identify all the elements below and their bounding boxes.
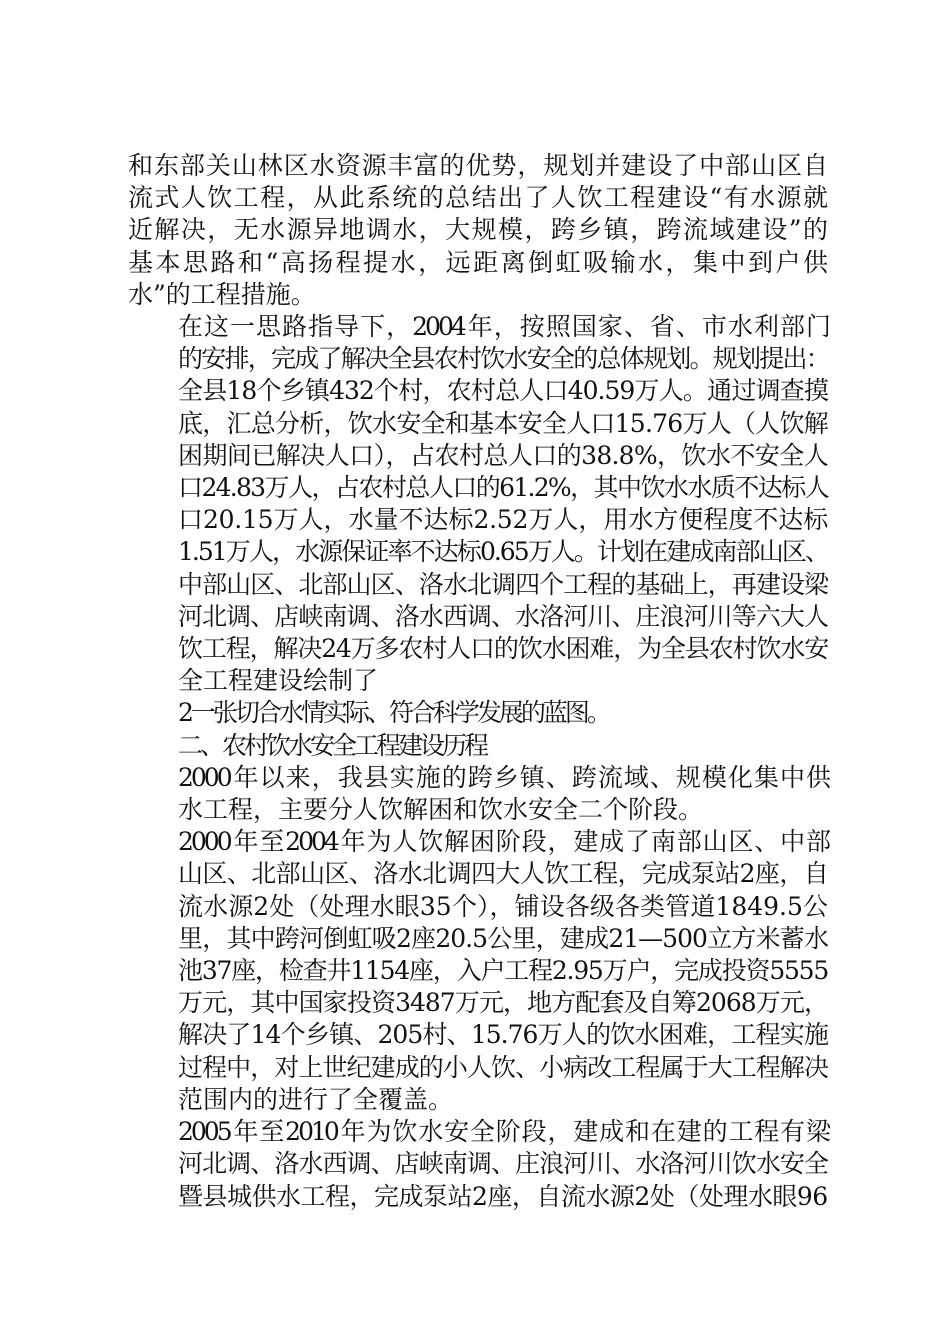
paragraph bbox=[128, 762, 828, 826]
text-line: 2000年以来，我县实施的跨乡镇、跨流域、规模化集中供 bbox=[178, 762, 828, 792]
paragraph bbox=[128, 697, 828, 729]
text-line: 水”的工程措施。 bbox=[128, 279, 316, 309]
text-line: 1.51万人，水源保证率不达标0.65万人。计划在建成南部山区、 bbox=[178, 537, 828, 567]
text-line: 水工程，主要分人饮解困和饮水安全二个阶段。 bbox=[178, 795, 704, 825]
text-line: 和东部关山林区水资源丰富的优势，规划并建设了中部山区自 bbox=[128, 151, 828, 180]
text-line: 底，汇总分析，饮水安全和基本安全人口15.76万人（人饮解 bbox=[178, 408, 828, 438]
text-line: 万元，其中国家投资3487万元，地方配套及自筹2068万元， bbox=[178, 988, 828, 1018]
text-line: 暨县城供水工程，完成泵站2座，自流水源2处（处理水眼96 bbox=[178, 1181, 828, 1211]
paragraph bbox=[128, 1116, 828, 1213]
text-line: 中部山区、北部山区、洛水北调四个工程的基础上，再建设梁 bbox=[178, 569, 828, 599]
paragraph bbox=[128, 311, 828, 697]
document-body bbox=[128, 150, 828, 1213]
text-line: 河北调、洛水西调、店峡南调、庄浪河川、水洛河川饮水安全 bbox=[178, 1149, 828, 1179]
paragraph bbox=[128, 730, 828, 762]
text-line: 里，其中跨河倒虹吸2座20.5公里，建成21—500立方米蓄水 bbox=[178, 923, 828, 953]
text-line: 解决了14个乡镇、205村、15.76万人的饮水困难，工程实施 bbox=[178, 1020, 828, 1050]
text-line: 范围内的进行了全覆盖。 bbox=[178, 1084, 454, 1114]
text-line: 基本思路和“高扬程提水，远距离倒虹吸输水，集中到户供 bbox=[128, 247, 828, 277]
text-line: 全县18个乡镇432个村，农村总人口40.59万人。通过调查摸 bbox=[178, 376, 828, 406]
text-line: 流式人饮工程，从此系统的总结出了人饮工程建设“有水源就 bbox=[128, 183, 828, 213]
text-line: 2000年至2004年为人饮解困阶段，建成了南部山区、中部 bbox=[178, 827, 828, 857]
text-line: 2005年至2010年为饮水安全阶段，建成和在建的工程有梁 bbox=[178, 1117, 828, 1147]
paragraph bbox=[128, 150, 828, 311]
text-line: 近解决，无水源异地调水，大规模，跨乡镇，跨流域建设”的 bbox=[128, 215, 828, 245]
text-line: 流水源2处（处理水眼35个），铺设各级各类管道1849.5公 bbox=[178, 891, 828, 921]
text-line: 2一张切合水情实际、符合科学发展的蓝图。 bbox=[178, 698, 609, 728]
text-line: 全工程建设绘制了 bbox=[178, 666, 379, 696]
text-line: 过程中，对上世纪建成的小人饮、小病改工程属于大工程解决 bbox=[178, 1052, 828, 1082]
text-line: 困期间已解决人口），占农村总人口的38.8%，饮水不安全人 bbox=[178, 440, 828, 470]
text-line: 的安排，完成了解决全县农村饮水安全的总体规划。规划提出： bbox=[178, 344, 830, 374]
text-line: 口24.83万人，占农村总人口的61.2%，其中饮水水质不达标人 bbox=[178, 473, 828, 503]
text-line: 池37座，检查井1154座，入户工程2.95万户，完成投资5555 bbox=[178, 956, 828, 986]
text-line: 口20.15万人，水量不达标2.52万人，用水方便程度不达标 bbox=[178, 505, 828, 535]
text-line: 饮工程，解决24万多农村人口的饮水困难，为全县农村饮水安 bbox=[178, 634, 828, 664]
text-line: 在这一思路指导下，2004年，按照国家、省、市水利部门 bbox=[178, 312, 828, 342]
text-line: 山区、北部山区、洛水北调四大人饮工程，完成泵站2座，自 bbox=[178, 859, 828, 889]
text-line: 二、农村饮水安全工程建设历程 bbox=[178, 730, 487, 760]
text-line: 河北调、店峡南调、洛水西调、水洛河川、庄浪河川等六大人 bbox=[178, 601, 828, 631]
paragraph bbox=[128, 826, 828, 1116]
